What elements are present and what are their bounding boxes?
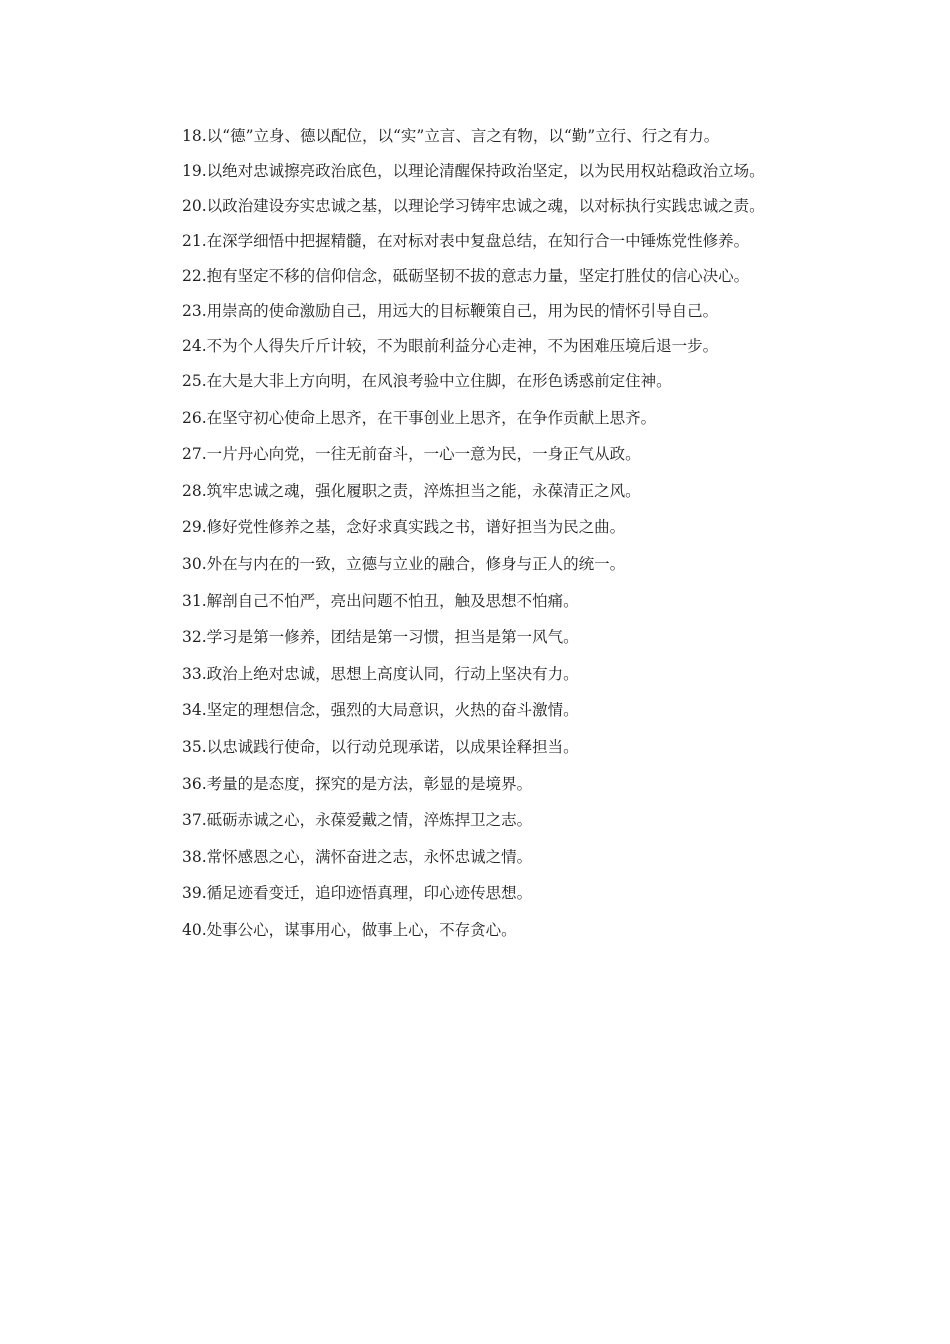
item-text: 抱有坚定不移的信仰信念，砥砺坚韧不拔的意志力量，坚定打胜仗的信心决心。 [206, 267, 750, 285]
paragraph-25 [146, 369, 806, 394]
item-number: 22. [182, 267, 207, 285]
paragraph-34 [146, 698, 806, 723]
item-number: 23. [182, 302, 207, 320]
item-number: 30. [182, 554, 207, 573]
item-text: 坚定的理想信念，强烈的大局意识，火热的奋斗激情。 [206, 701, 579, 720]
item-text: 解剖自己不怕严，亮出问题不怕丑，触及思想不怕痛。 [206, 591, 579, 610]
item-number: 40. [182, 920, 207, 939]
item-number: 36. [182, 774, 207, 793]
item-text: 以绝对忠诚擦亮政治底色，以理论清醒保持政治坚定，以为民用权站稳政治立场。 [206, 162, 765, 180]
item-text: 一片丹心向党，一往无前奋斗，一心一意为民，一身正气从政。 [206, 445, 641, 464]
paragraph-39 [146, 881, 806, 906]
item-number: 35. [182, 737, 207, 756]
paragraph-24 [146, 334, 806, 359]
item-text: 在坚守初心使命上思齐，在干事创业上思齐，在争作贡献上思齐。 [206, 408, 657, 427]
paragraph-37 [146, 808, 806, 833]
item-text: 政治上绝对忠诚，思想上高度认同，行动上坚决有力。 [206, 664, 579, 683]
paragraph-19 [146, 159, 806, 184]
item-text: 循足迹看变迁，追印迹悟真理，印心迹传思想。 [206, 884, 533, 903]
paragraph-26 [146, 406, 806, 431]
item-text: 以忠诚践行使命，以行动兑现承诺，以成果诠释担当。 [206, 737, 579, 756]
paragraph-36 [146, 772, 806, 797]
item-number: 38. [182, 847, 207, 866]
paragraph-27 [146, 442, 806, 467]
item-number: 27. [182, 445, 207, 464]
paragraph-21 [146, 229, 806, 254]
document-page [146, 124, 806, 955]
item-number: 24. [182, 337, 207, 355]
item-text: 在深学细悟中把握精髓，在对标对表中复盘总结，在知行合一中锤炼党性修养。 [206, 232, 750, 250]
item-number: 39. [182, 884, 207, 903]
item-text: 在大是大非上方向明，在风浪考验中立住脚，在形色诱惑前定住神。 [206, 372, 672, 390]
item-text: 筑牢忠诚之魂，强化履职之责，淬炼担当之能，永葆清正之风。 [206, 481, 641, 500]
paragraph-20 [146, 194, 806, 219]
item-text: 以“德”立身、德以配位，以“实”立言、言之有物，以“勤”立行、行之有力。 [206, 127, 720, 145]
paragraph-35 [146, 735, 806, 760]
paragraph-28 [146, 479, 806, 504]
item-text: 考量的是态度，探究的是方法，彰显的是境界。 [206, 774, 533, 793]
item-text: 外在与内在的一致，立德与立业的融合，修身与正人的统一。 [206, 554, 626, 573]
item-text: 处事公心，谋事用心，做事上心，不存贪心。 [206, 920, 517, 939]
paragraph-40 [146, 918, 806, 943]
paragraph-31 [146, 589, 806, 614]
item-number: 25. [182, 372, 207, 390]
item-number: 18. [182, 127, 207, 145]
item-number: 34. [182, 701, 207, 720]
paragraph-18 [146, 124, 806, 149]
paragraph-23 [146, 299, 806, 324]
item-text: 以政治建设夯实忠诚之基，以理论学习铸牢忠诚之魂，以对标执行实践忠诚之责。 [206, 197, 765, 215]
item-text: 学习是第一修养，团结是第一习惯，担当是第一风气。 [206, 628, 579, 647]
item-text: 常怀感恩之心，满怀奋进之志，永怀忠诚之情。 [206, 847, 533, 866]
item-number: 21. [182, 232, 207, 250]
item-text: 修好党性修养之基，念好求真实践之书，谱好担当为民之曲。 [206, 518, 626, 537]
item-number: 19. [182, 162, 207, 180]
item-number: 33. [182, 664, 207, 683]
item-number: 28. [182, 481, 207, 500]
paragraph-32 [146, 625, 806, 650]
item-number: 37. [182, 811, 207, 830]
paragraph-33 [146, 662, 806, 687]
item-number: 26. [182, 408, 207, 427]
paragraph-38 [146, 845, 806, 870]
item-number: 29. [182, 518, 207, 537]
item-number: 20. [182, 197, 207, 215]
paragraph-30 [146, 552, 806, 577]
item-text: 用崇高的使命激励自己，用远大的目标鞭策自己，用为民的情怀引导自己。 [206, 302, 719, 320]
item-text: 不为个人得失斤斤计较，不为眼前利益分心走神，不为困难压境后退一步。 [206, 337, 719, 355]
paragraph-29 [146, 515, 806, 540]
item-number: 31. [182, 591, 207, 610]
item-number: 32. [182, 628, 207, 647]
item-text: 砥砺赤诚之心，永葆爱戴之情，淬炼捍卫之志。 [206, 811, 533, 830]
paragraph-22 [146, 264, 806, 289]
